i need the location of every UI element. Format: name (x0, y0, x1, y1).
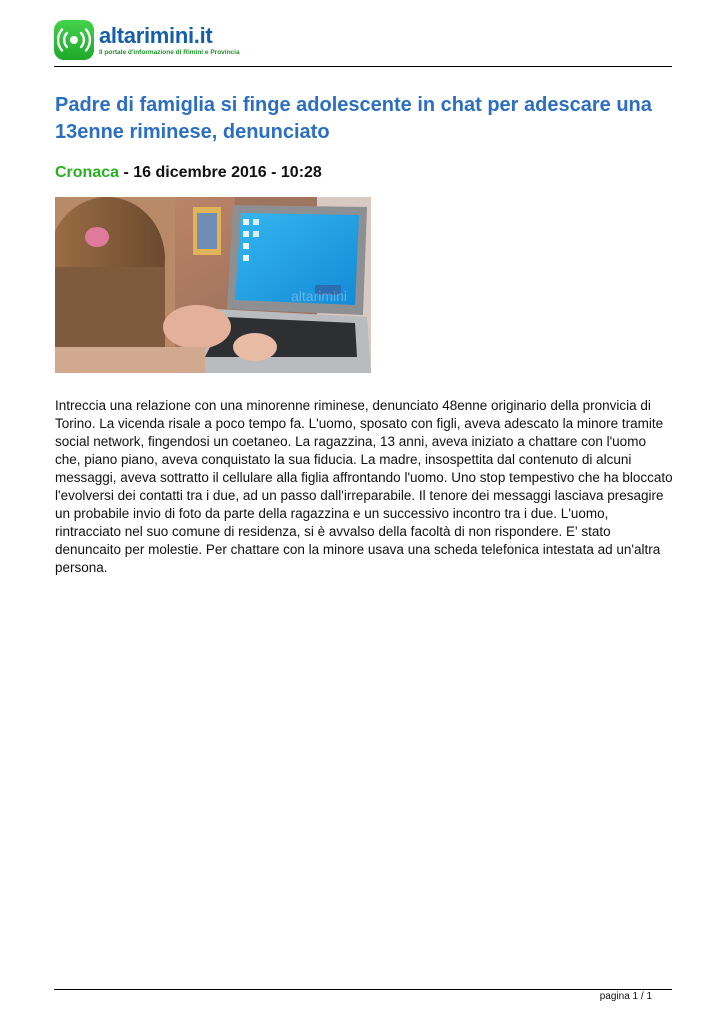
header-divider (54, 66, 672, 67)
site-name: altarimini.it (99, 22, 213, 48)
article-date: - 16 dicembre 2016 - 10:28 (119, 164, 322, 181)
page-number: pagina 1 / 1 (599, 991, 652, 1002)
footer-divider (54, 989, 672, 990)
site-logo[interactable] (99, 22, 240, 56)
site-tagline: Il portale d'informazione di Rimini e Provincia (99, 48, 240, 56)
article-body: Intreccia una relazione con una minorenne riminese, denunciato 48enne originario della pronvicia di Torino. La vicenda risale a poco tempo fa. L'uomo, sposato con figli, aveva adescato la minore tramite social network, fingendosi un coetaneo. La ragazzina, 13 anni, aveva iniziato a chattare con l'uomo che, piano piano, aveva conquistato la sua fiducia. La madre, insospettita dal contenuto di alcuni messaggi, aveva sottratto il cellulare alla figlia affrontando l'uomo. Uno stop tempestivo che ha bloccato l'evolversi dei contatti tra i due, ad un passo dall'irreparabile. Il tenore dei messaggi lasciava presagire un probabile invio di foto da parte della ragazzina e un successivo incontro tra i due. L'uomo, rintracciato nel suo comune di residenza, si è avvalso della facoltà di non rispondere. E' stato denuncaito per molestie. Per chattare con la minore usava una scheda telefonica intestata ad un'altra persona. (55, 398, 673, 575)
broadcast-signal-icon (54, 20, 94, 60)
site-header (54, 18, 240, 62)
article-title: Padre di famiglia si finge adolescente in chat per adescare una 13enne riminese, denunciato (55, 94, 652, 143)
photo-watermark: altarimini (291, 288, 348, 304)
article-photo (55, 197, 371, 373)
article-category[interactable]: Cronaca (55, 164, 120, 181)
article-meta (55, 164, 322, 182)
